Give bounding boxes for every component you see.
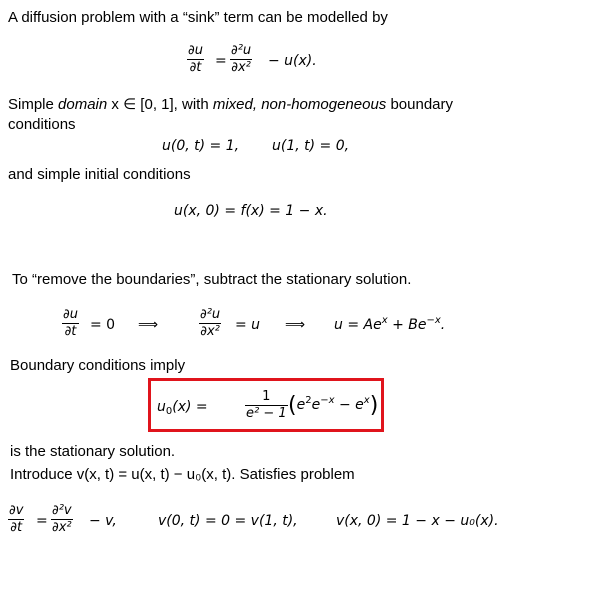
d2udx2-fraction: $\frac{\text{∂²u}}{\text{∂x²}}$ <box>231 43 252 75</box>
equals-sign: = <box>215 53 227 69</box>
v-initial-condition: v(x, 0) = 1 − x − u₀(x). <box>336 513 499 529</box>
initial-condition-equation: u(x, 0) = f(x) = 1 − x. <box>174 203 328 219</box>
domain-line: Simple domain x ∈ [0, 1], with mixed, non-homogeneous boundary <box>8 96 454 113</box>
v-boundary-conditions: v(0, t) = 0 = v(1, t), <box>158 513 298 529</box>
implies-arrow-2: ⟹ <box>285 317 306 333</box>
remove-boundaries-text: To “remove the boundaries”, subtract the stationary solution. <box>12 271 412 288</box>
d2vdx2-fraction: $\frac{\text{∂²v}}{\text{∂x²}}$ <box>52 503 72 535</box>
intro-text: A diffusion problem with a “sink” term can be modelled by <box>8 9 388 26</box>
implies-arrow: ⟹ <box>138 317 159 333</box>
stationary-dudt-fraction: $\frac{\partial u}{\partial t}$ <box>63 307 78 339</box>
equals-zero: = 0 <box>90 317 116 333</box>
general-solution: $u = Ae^x + Be^{-x}$. <box>334 315 446 333</box>
introduce-v-text: Introduce v(x, t) = u(x, t) − u₀(x, t). Satisfies problem <box>10 466 355 483</box>
equals-u: = u <box>235 317 261 333</box>
sink-term: − u(x). <box>268 53 317 69</box>
conditions-word: conditions <box>8 116 76 133</box>
u0-fraction: $\frac{1}{\text{e² − 1}}$ <box>246 389 287 421</box>
boundary-condition-left: u(0, t) = 1, <box>162 138 240 154</box>
dudt-fraction: $\frac{\partial u}{\partial t}$ <box>188 43 203 75</box>
boundary-conditions-imply: Boundary conditions imply <box>10 357 186 374</box>
u0-lhs: $u_0(x)$ = <box>157 399 208 417</box>
v-equals-sign: = <box>36 513 48 529</box>
stationary-d2udx2-fraction: $\frac{\text{∂²u}}{\text{∂x²}}$ <box>200 307 221 339</box>
initial-conditions-text: and simple initial conditions <box>8 166 191 183</box>
dvdt-fraction: $\frac{\partial v}{\partial t}$ <box>9 503 24 535</box>
u0-parenthesized-term: $(e^2e^{-x} - e^x)$ <box>288 393 379 418</box>
v-sink-term: − v, <box>89 513 117 529</box>
stationary-solution-text: is the stationary solution. <box>10 443 176 460</box>
boundary-condition-right: u(1, t) = 0, <box>272 138 350 154</box>
